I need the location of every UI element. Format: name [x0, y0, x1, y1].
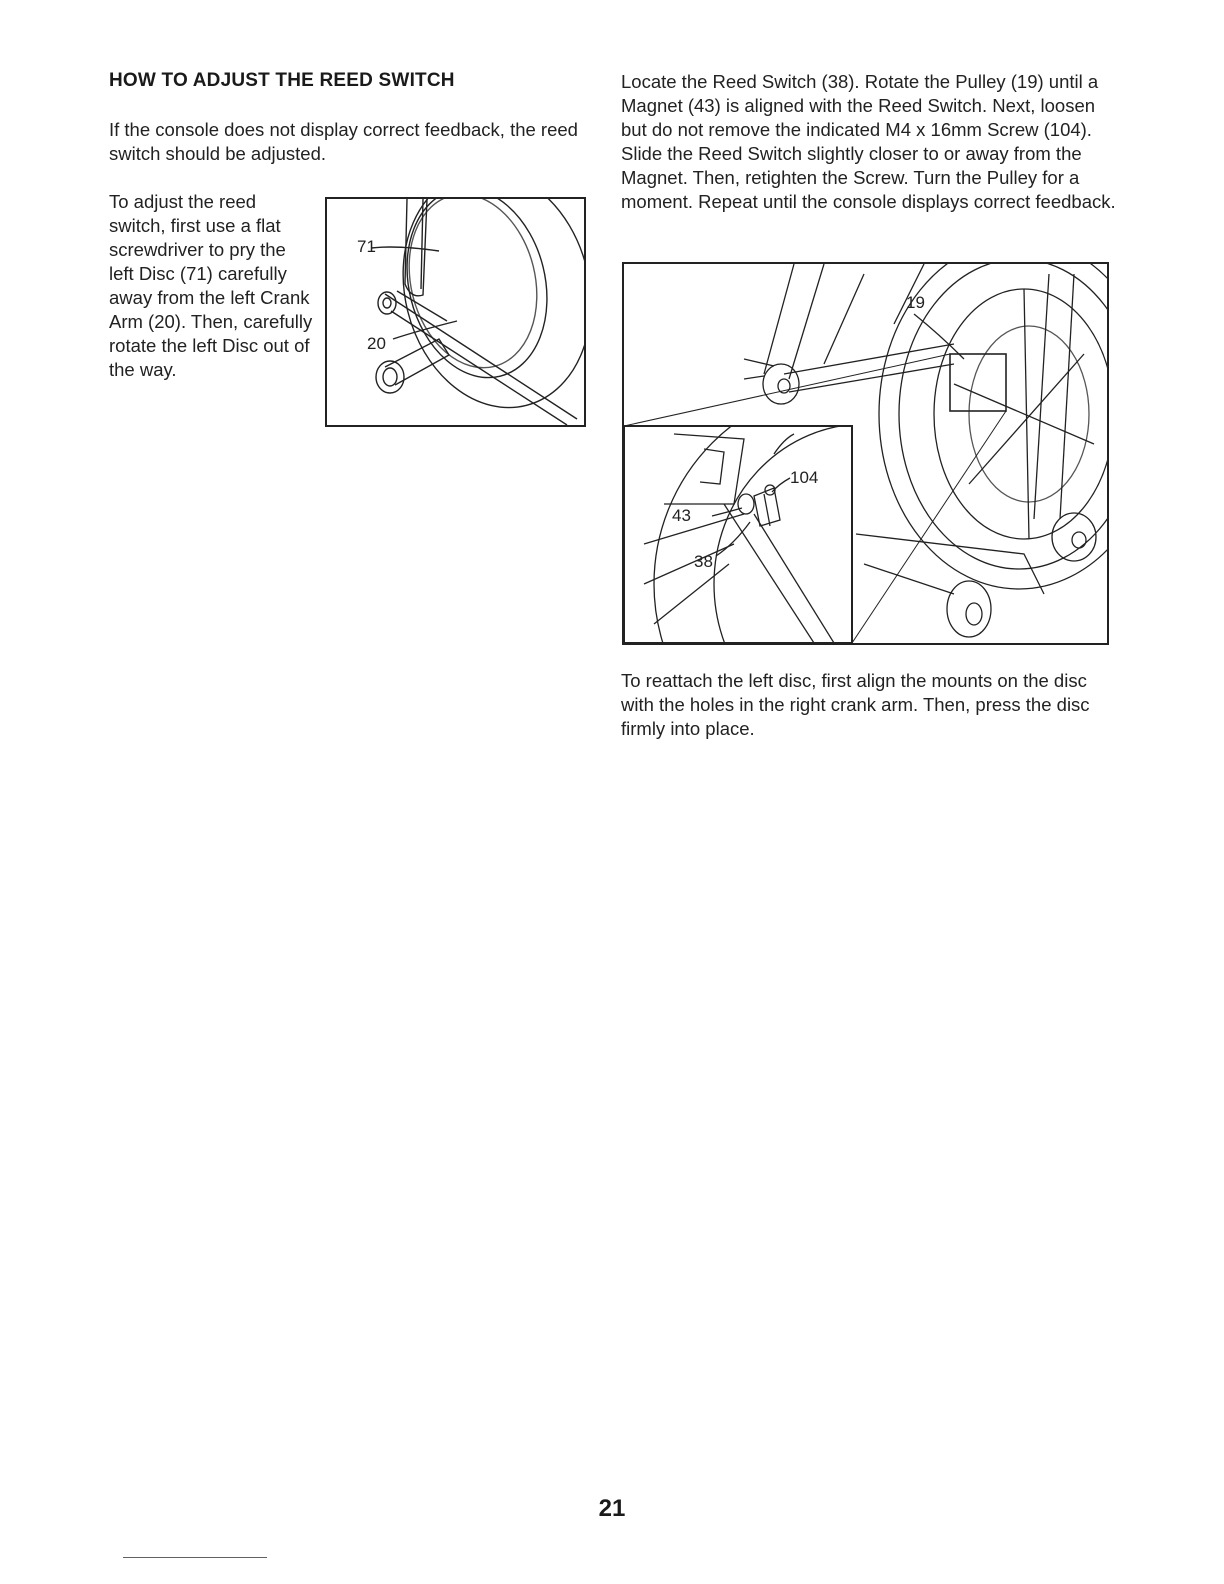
step2-paragraph: Locate the Reed Switch (38). Rotate the Pulley (19) until a Magnet (43) is aligned with the Reed Switch. Next, loosen but do not remove the indicated M4 x 16mm Screw (104). Slide the Reed Switch slightly closer to or away from the Magnet. Then, retighten the Screw. Turn the Pulley for a moment. Repeat until the console displays correct feedback.: [621, 71, 1116, 212]
disc-illustration: [327, 199, 584, 425]
callout-reed-switch: 38: [694, 552, 713, 571]
reed-switch-illustration: [624, 264, 1107, 643]
callout-crank-arm: 20: [367, 334, 386, 353]
intro-paragraph: If the console does not display correct feedback, the reed switch should be adjusted.: [109, 119, 578, 164]
callout-disc: 71: [357, 237, 376, 256]
section-heading: HOW TO ADJUST THE REED SWITCH: [109, 70, 455, 91]
reattach-paragraph: To reattach the left disc, first align the mounts on the disc with the holes in the right crank arm. Then, press the disc firmly into place.: [621, 670, 1090, 739]
page-number: 21: [598, 1495, 626, 1522]
callout-magnet: 43: [672, 506, 691, 525]
callout-pulley: 19: [906, 293, 925, 312]
callout-screw: 104: [790, 468, 819, 487]
disc-figure: [325, 197, 586, 427]
reed-switch-figure: [622, 262, 1109, 645]
step1-paragraph: To adjust the reed switch, first use a flat screwdriver to pry the left Disc (71) carefully away from the left Crank Arm (20). Then, carefully rotate the left Disc out of the way.: [109, 191, 313, 380]
footer-rule: [123, 1557, 267, 1558]
